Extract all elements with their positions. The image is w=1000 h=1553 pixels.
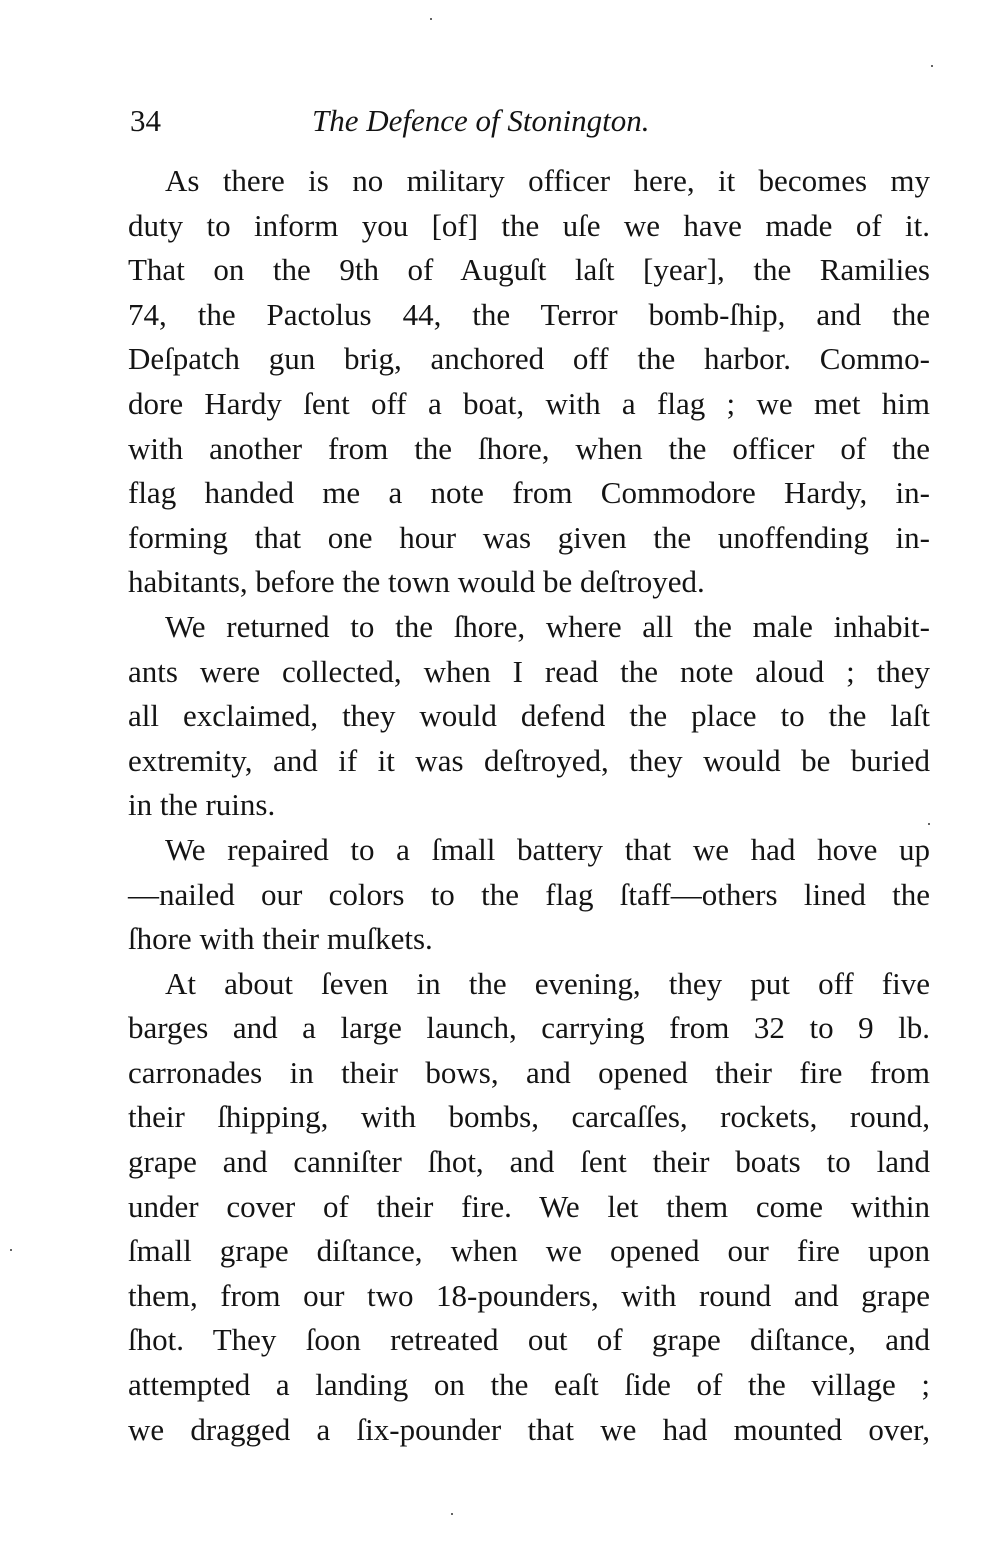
text-line: dore Hardy ſent off a boat, with a flag ; we met him [128,385,930,421]
text-line: ſhot. They ſoon retreated out of grape diſtance, and [128,1322,930,1358]
scan-speck [430,18,432,20]
running-head-title: The Defence of Stonington. [312,103,650,138]
text-line: with another from the ſhore, when the officer of the [128,430,930,466]
page-number: 34 [130,103,161,138]
text-line: ants were collected, when I read the note aloud ; they [128,653,930,689]
text-line: As there is no military officer here, it becomes my [165,163,930,198]
text-line: —nailed our colors to the flag ſtaff—others lined the [128,876,930,912]
text-line: in the ruins. [128,787,276,823]
body-text [128,159,930,1452]
text-line: flag handed me a note from Commodore Hardy, in- [128,475,930,511]
text-line: Deſpatch gun brig, anchored off the harbor. Commo- [128,341,930,377]
text-line: We returned to the ſhore, where all the male inhabit- [165,608,930,644]
scan-speck [10,1249,12,1251]
text-line: carronades in their bows, and opened their fire from [128,1054,930,1090]
text-line: At about ſeven in the evening, they put off five [165,965,930,1001]
text-line: ſmall grape diſtance, when we opened our fire upon [128,1233,930,1269]
text-line: under cover of their fire. We let them come within [128,1188,930,1224]
scan-speck [931,65,933,67]
text-line: extremity, and if it was deſtroyed, they would be buried [128,742,930,778]
text-line: them, from our two 18-pounders, with round and grape [128,1277,930,1313]
text-line: grape and canniſter ſhot, and ſent their boats to land [128,1144,930,1180]
text-line: duty to inform you [of] the uſe we have made of it. [128,207,930,243]
text-line: ſhore with their muſkets. [128,921,433,957]
text-line: That on the 9th of Auguſt laſt [year], the Ramilies [128,252,930,288]
text-line: habitants, before the town would be deſtroyed. [128,564,705,600]
running-head [130,96,930,146]
text-line: barges and a large launch, carrying from 32 to 9 lb. [128,1010,930,1046]
text-line: attempted a landing on the eaſt ſide of the village ; [128,1367,930,1403]
text-line: forming that one hour was given the unoffending in- [128,519,930,555]
scan-speck [928,823,930,825]
text-line: all exclaimed, they would defend the place to the laſt [128,698,930,734]
text-line: We repaired to a ſmall battery that we had hove up [165,831,930,867]
text-line: we dragged a ſix-pounder that we had mounted over, [128,1411,930,1447]
text-line: 74, the Pactolus 44, the Terror bomb-ſhip, and the [128,296,930,332]
scan-speck [451,1513,453,1515]
text-line: their ſhipping, with bombs, carcaſſes, rockets, round, [128,1099,930,1135]
